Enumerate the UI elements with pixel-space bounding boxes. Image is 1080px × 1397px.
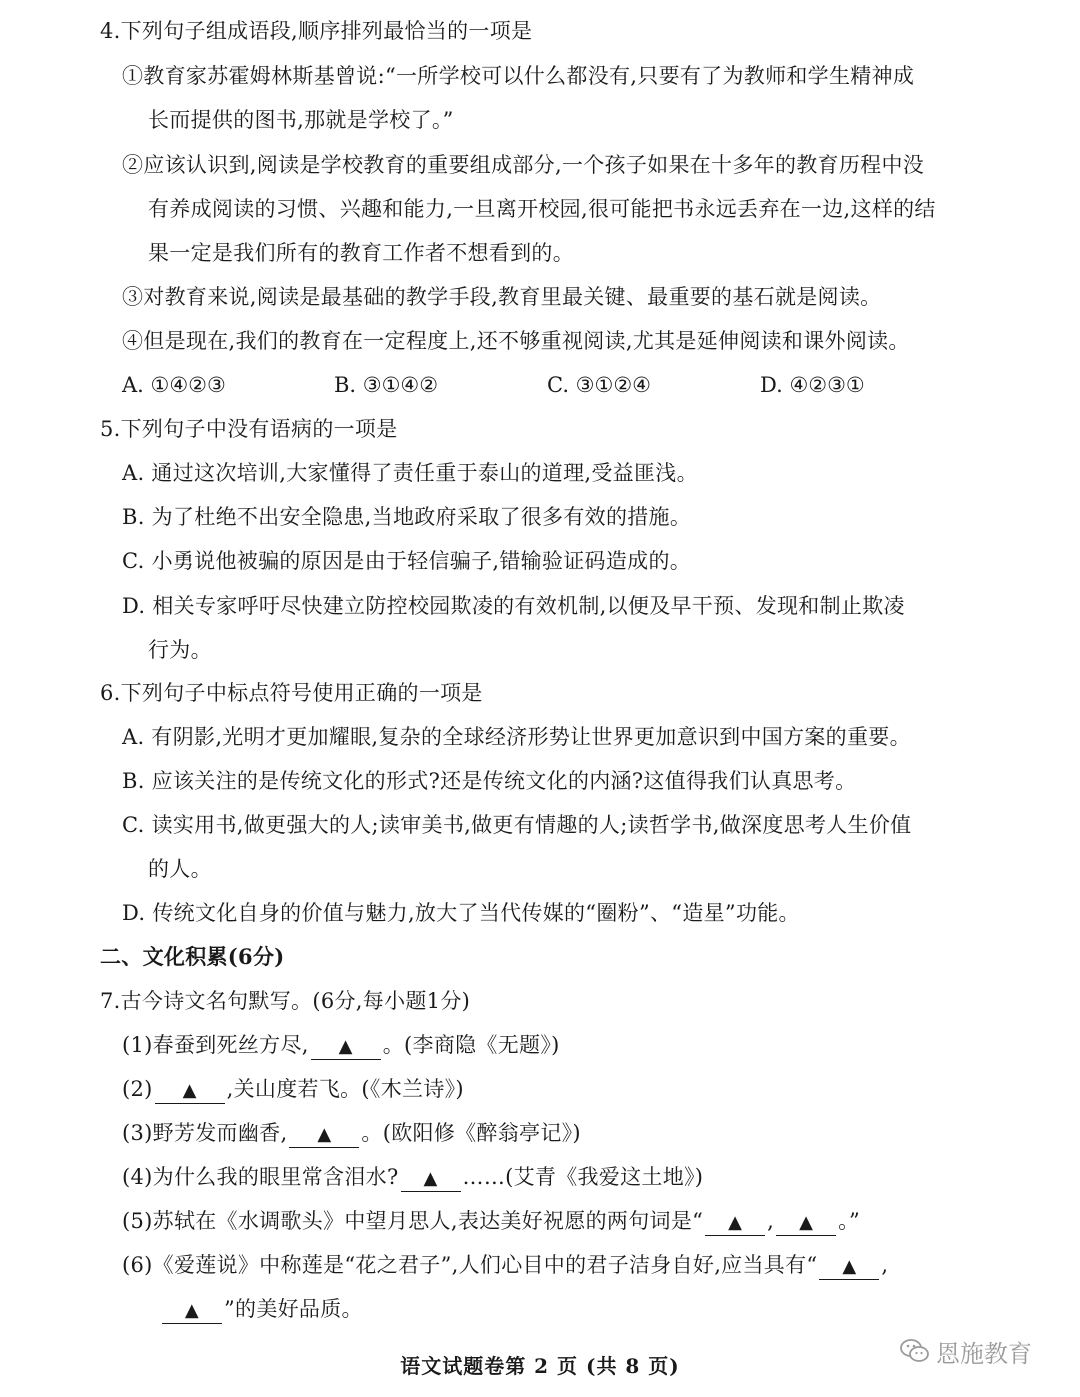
answer-blank[interactable]: ▲	[705, 1211, 765, 1236]
q4-sentence-1-line-2: 长而提供的图书,那就是学校了。”	[148, 108, 454, 132]
q6-option-c-line-2: 的人。	[148, 857, 212, 881]
q4-sentence-2-line-2: 有养成阅读的习惯、兴趣和能力,一旦离开校园,很可能把书永远丢弃在一边,这样的结	[148, 197, 936, 221]
q7-item-4-prefix: (4)为什么我的眼里常含泪水?	[122, 1165, 399, 1189]
q7-item-3	[122, 1118, 581, 1148]
q4-option-b: B. ③①④②	[334, 373, 439, 397]
q5-option-a: A. 通过这次培训,大家懂得了责任重于泰山的道理,受益匪浅。	[122, 461, 698, 485]
q7-item-2	[122, 1074, 464, 1104]
q4-option-d: D. ④②③①	[760, 373, 865, 397]
q7-item-1-suffix: 。(李商隐《无题》)	[382, 1033, 560, 1057]
q7-item-6-line-2	[160, 1294, 363, 1324]
q7-item-2-suffix: ,关山度若飞。(《木兰诗》)	[226, 1077, 464, 1101]
q4-stem: 4.下列句子组成语段,顺序排列最恰当的一项是	[100, 19, 533, 43]
q7-item-5	[122, 1206, 860, 1236]
q6-option-c-line-1: C. 读实用书,做更强大的人;读审美书,做更有情趣的人;读哲学书,做深度思考人生价值	[122, 813, 912, 837]
q4-options	[122, 370, 982, 400]
q7-item-4-suffix: ……(艾青《我爱这土地》)	[462, 1165, 704, 1189]
q6-option-d: D. 传统文化自身的价值与魅力,放大了当代传媒的“圈粉”、“造星”功能。	[122, 901, 800, 925]
q4-option-a: A. ①④②③	[122, 373, 226, 397]
answer-blank[interactable]: ▲	[155, 1079, 225, 1104]
q7-item-3-suffix: 。(欧阳修《醉翁亭记》)	[361, 1121, 581, 1145]
q6-option-b: B. 应该关注的是传统文化的形式?还是传统文化的内涵?这值得我们认真思考。	[122, 769, 857, 793]
q7-item-5-suffix: 。”	[838, 1209, 860, 1233]
q7-item-5-prefix: (5)苏轼在《水调歌头》中望月思人,表达美好祝愿的两句词是“	[122, 1209, 704, 1233]
q4-option-c: C. ③①②④	[547, 373, 651, 397]
q5-option-d-line-2: 行为。	[148, 638, 212, 662]
q7-item-1	[122, 1030, 560, 1060]
answer-blank[interactable]: ▲	[289, 1123, 359, 1148]
answer-blank[interactable]: ▲	[819, 1255, 879, 1280]
q4-sentence-2-line-3: 果一定是我们所有的教育工作者不想看到的。	[148, 241, 574, 265]
page-footer: 语文试题卷第 2 页 (共 8 页)	[400, 1354, 680, 1378]
answer-blank[interactable]: ▲	[401, 1167, 461, 1192]
q7-item-5-comma: ,	[767, 1209, 775, 1233]
q5-option-d-line-1: D. 相关专家呼吁尽快建立防控校园欺凌的有效机制,以便及早干预、发现和制止欺凌	[122, 594, 905, 618]
q7-item-1-prefix: (1)春蚕到死丝方尽,	[122, 1033, 309, 1057]
q6-option-a: A. 有阴影,光明才更加耀眼,复杂的全球经济形势让世界更加意识到中国方案的重要。	[122, 725, 911, 749]
q4-sentence-2-line-1: ②应该认识到,阅读是学校教育的重要组成部分,一个孩子如果在十多年的教育历程中没	[122, 153, 925, 177]
q4-sentence-1-line-1: ①教育家苏霍姆林斯基曾说:“一所学校可以什么都没有,只要有了为教师和学生精神成	[122, 64, 915, 88]
q5-option-c: C. 小勇说他被骗的原因是由于轻信骗子,错输验证码造成的。	[122, 549, 692, 573]
q7-item-2-prefix: (2)	[122, 1077, 153, 1101]
q7-item-6-comma: ,	[881, 1253, 889, 1277]
q4-sentence-3: ③对教育来说,阅读是最基础的教学手段,教育里最关键、最重要的基石就是阅读。	[122, 285, 882, 309]
q7-item-6-suffix: ”的美好品质。	[224, 1297, 363, 1321]
q7-item-4	[122, 1162, 703, 1192]
answer-blank[interactable]: ▲	[162, 1299, 222, 1324]
section-2-title: 二、文化积累(6分)	[100, 944, 285, 969]
q5-stem: 5.下列句子中没有语病的一项是	[100, 417, 398, 441]
answer-blank[interactable]: ▲	[311, 1035, 381, 1060]
q7-item-6-prefix: (6)《爱莲说》中称莲是“花之君子”,人们心目中的君子洁身自好,应当具有“	[122, 1253, 818, 1277]
q7-stem: 7.古今诗文名句默写。(6分,每小题1分)	[100, 989, 471, 1013]
watermark-text: 恩施教育	[936, 1339, 1032, 1368]
q5-option-b: B. 为了杜绝不出安全隐患,当地政府采取了很多有效的措施。	[122, 505, 692, 529]
answer-blank[interactable]: ▲	[776, 1211, 836, 1236]
q7-item-3-prefix: (3)野芳发而幽香,	[122, 1121, 288, 1145]
q6-stem: 6.下列句子中标点符号使用正确的一项是	[100, 681, 483, 705]
q4-sentence-4: ④但是现在,我们的教育在一定程度上,还不够重视阅读,尤其是延伸阅读和课外阅读。	[122, 329, 910, 353]
q7-item-6-line-1	[122, 1250, 888, 1280]
